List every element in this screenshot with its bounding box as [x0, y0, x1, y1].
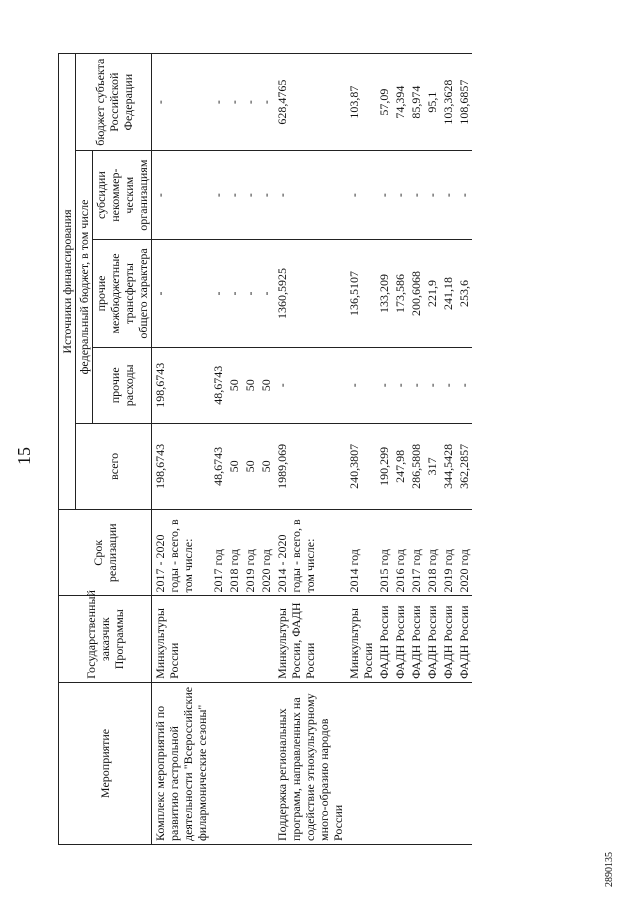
cell-other-expenses: - — [346, 347, 376, 423]
cell-regional: - — [152, 54, 211, 151]
cell-customer: Минкультуры России, ФАДН России — [274, 596, 346, 682]
cell-customer: ФАДН России — [456, 596, 472, 682]
table-row — [376, 54, 392, 845]
cell-customer — [242, 596, 258, 682]
cell-total: 50 — [226, 423, 242, 509]
page-number: 15 — [14, 447, 34, 465]
cell-regional: 628,4765 — [274, 54, 346, 151]
cell-subsidies: - — [242, 151, 258, 240]
cell-total: 1989,069 — [274, 423, 346, 509]
header-regional: бюджет субъекта Российской Федерации — [76, 54, 152, 151]
cell-event — [242, 682, 258, 844]
cell-total: 362,2857 — [456, 423, 472, 509]
cell-regional: 95,1 — [424, 54, 440, 151]
header-other-expenses: прочие расходы — [93, 347, 152, 423]
cell-other-transfers: 241,18 — [440, 239, 456, 347]
cell-other-expenses: - — [392, 347, 408, 423]
cell-customer — [258, 596, 274, 682]
cell-other-transfers: - — [226, 239, 242, 347]
cell-other-transfers: 221,9 — [424, 239, 440, 347]
cell-other-expenses: 198,6743 — [152, 347, 211, 423]
cell-subsidies: - — [392, 151, 408, 240]
cell-event: Поддержка региональных программ, направленных на содействие этнокультурному много-образию народов России — [274, 682, 346, 844]
header-federal: федеральный бюджет, в том числе — [76, 151, 93, 423]
cell-customer: Минкультуры России — [152, 596, 211, 682]
cell-customer: ФАДН России — [424, 596, 440, 682]
cell-regional: 85,974 — [408, 54, 424, 151]
financing-table — [58, 53, 472, 845]
cell-other-expenses: - — [456, 347, 472, 423]
cell-term: 2017 год — [408, 510, 424, 596]
cell-term: 2020 год — [258, 510, 274, 596]
cell-event — [424, 682, 440, 844]
cell-regional: 103,3628 — [440, 54, 456, 151]
header-sources: Источники финансирования — [59, 54, 76, 510]
cell-total: 198,6743 — [152, 423, 211, 509]
cell-customer: Минкультуры России — [346, 596, 376, 682]
cell-customer: ФАДН России — [440, 596, 456, 682]
cell-other-expenses: 50 — [226, 347, 242, 423]
cell-regional: 57,09 — [376, 54, 392, 151]
table-header — [59, 54, 152, 845]
table-row — [210, 54, 226, 845]
table-row — [242, 54, 258, 845]
table-row — [424, 54, 440, 845]
cell-subsidies: - — [274, 151, 346, 240]
cell-other-transfers: 133,209 — [376, 239, 392, 347]
table-row — [392, 54, 408, 845]
table-row — [440, 54, 456, 845]
cell-event — [346, 682, 376, 844]
cell-total: 50 — [258, 423, 274, 509]
cell-term: 2019 год — [242, 510, 258, 596]
cell-regional: 74,394 — [392, 54, 408, 151]
header-customer: Государственный заказчик Программы — [59, 596, 152, 682]
cell-term: 2018 год — [226, 510, 242, 596]
cell-other-transfers: 1360,5925 — [274, 239, 346, 347]
cell-term: 2019 год — [440, 510, 456, 596]
cell-total: 286,5808 — [408, 423, 424, 509]
cell-subsidies: - — [226, 151, 242, 240]
cell-subsidies: - — [258, 151, 274, 240]
cell-total: 317 — [424, 423, 440, 509]
cell-other-expenses: 50 — [258, 347, 274, 423]
cell-other-expenses: 50 — [242, 347, 258, 423]
cell-subsidies: - — [376, 151, 392, 240]
cell-other-transfers: 200,6068 — [408, 239, 424, 347]
cell-other-expenses: - — [274, 347, 346, 423]
cell-event — [456, 682, 472, 844]
table-row — [258, 54, 274, 845]
cell-regional: 108,6857 — [456, 54, 472, 151]
table-body — [152, 54, 473, 845]
cell-other-transfers: - — [152, 239, 211, 347]
cell-regional: - — [242, 54, 258, 151]
cell-other-transfers: - — [242, 239, 258, 347]
header-total: всего — [76, 423, 152, 509]
table-row — [456, 54, 472, 845]
cell-event — [376, 682, 392, 844]
cell-term: 2020 год — [456, 510, 472, 596]
cell-other-transfers: - — [210, 239, 226, 347]
cell-event — [210, 682, 226, 844]
cell-subsidies: - — [408, 151, 424, 240]
header-other-transfers: прочие межбюджетные трансферты общего характера — [93, 239, 152, 347]
cell-subsidies: - — [424, 151, 440, 240]
cell-customer — [210, 596, 226, 682]
cell-total: 240,3807 — [346, 423, 376, 509]
cell-term: 2017 - 2020 годы - всего, в том числе: — [152, 510, 211, 596]
cell-subsidies: - — [456, 151, 472, 240]
cell-subsidies: - — [346, 151, 376, 240]
table-row — [408, 54, 424, 845]
cell-other-expenses: - — [424, 347, 440, 423]
cell-term: 2014 - 2020 годы - всего, в том числе: — [274, 510, 346, 596]
header-event: Мероприятие — [59, 682, 152, 844]
cell-other-expenses: - — [408, 347, 424, 423]
cell-subsidies: - — [152, 151, 211, 240]
cell-customer — [226, 596, 242, 682]
table-row — [274, 54, 346, 845]
table-row — [346, 54, 376, 845]
cell-term: 2018 год — [424, 510, 440, 596]
header-subsidies: субсидии некоммер-ческим организациям — [93, 151, 152, 240]
document-code: 2890135 — [604, 852, 615, 887]
cell-term: 2017 год — [210, 510, 226, 596]
cell-event — [392, 682, 408, 844]
cell-event — [226, 682, 242, 844]
cell-total: 190,299 — [376, 423, 392, 509]
cell-regional: - — [258, 54, 274, 151]
cell-total: 344,5428 — [440, 423, 456, 509]
cell-total: 50 — [242, 423, 258, 509]
cell-other-transfers: - — [258, 239, 274, 347]
cell-other-transfers: 136,5107 — [346, 239, 376, 347]
cell-event — [258, 682, 274, 844]
cell-term: 2015 год — [376, 510, 392, 596]
cell-total: 247,98 — [392, 423, 408, 509]
cell-total: 48,6743 — [210, 423, 226, 509]
cell-regional: 103,87 — [346, 54, 376, 151]
cell-other-expenses: - — [440, 347, 456, 423]
cell-customer: ФАДН России — [408, 596, 424, 682]
cell-event: Комплекс мероприятий по развитию гастрольной деятельности "Всероссийские филармонические сезоны" — [152, 682, 211, 844]
cell-other-transfers: 173,586 — [392, 239, 408, 347]
table-row — [226, 54, 242, 845]
cell-subsidies: - — [440, 151, 456, 240]
cell-regional: - — [210, 54, 226, 151]
cell-regional: - — [226, 54, 242, 151]
cell-customer: ФАДН России — [392, 596, 408, 682]
table-row — [152, 54, 211, 845]
cell-term: 2014 год — [346, 510, 376, 596]
cell-event — [408, 682, 424, 844]
cell-subsidies: - — [210, 151, 226, 240]
cell-event — [440, 682, 456, 844]
cell-other-expenses: - — [376, 347, 392, 423]
cell-term: 2016 год — [392, 510, 408, 596]
header-term: Срок реализации — [59, 510, 152, 596]
cell-other-transfers: 253,6 — [456, 239, 472, 347]
cell-other-expenses: 48,6743 — [210, 347, 226, 423]
cell-customer: ФАДН России — [376, 596, 392, 682]
